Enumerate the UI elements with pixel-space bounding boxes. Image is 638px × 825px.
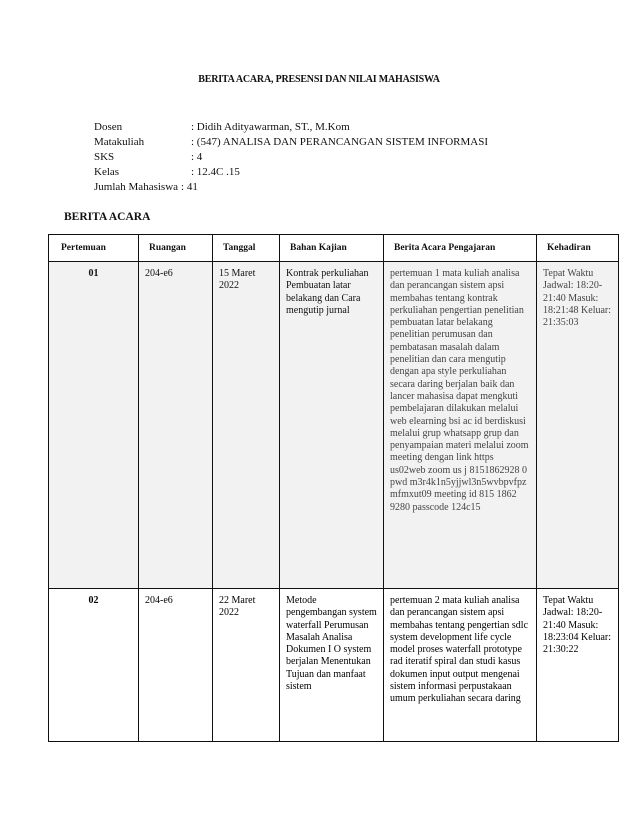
table-row [49, 262, 619, 589]
section-title: BERITA ACARA [64, 211, 151, 223]
column-header: Kehadiran [537, 235, 619, 262]
berita-acara-table [48, 234, 619, 742]
info-row-matakuliah [94, 135, 488, 150]
date-cell: 22 Maret 2022 [213, 589, 280, 742]
info-row-kelas [94, 165, 488, 180]
info-label: Matakuliah [94, 136, 145, 148]
room-cell: 204-e6 [139, 262, 213, 589]
table-header-row [49, 235, 619, 262]
topic-cell: Metode pengembangan system waterfall Perumusan Masalah Analisa Dokumen I O system berjalan Menentukan Tujuan dan manfaat sistem [280, 589, 384, 742]
attendance-cell: Tepat Waktu Jadwal: 18:20-21:40 Masuk: 18:23:04 Keluar: 21:30:22 [537, 589, 619, 742]
info-value: : 41 [181, 181, 198, 193]
report-cell: pertemuan 2 mata kuliah analisa dan perancangan sistem apsi membahas tentang pengertian sdlc system development life cycle model proses waterfall prototype rad iteratif spiral dan studi kasus dokumen input output mengenai sistem informasi perpustakaan umum perkuliahan secara daring [384, 589, 537, 742]
column-header: Berita Acara Pengajaran [384, 235, 537, 262]
info-label: Dosen [94, 121, 123, 133]
info-value: : 12.4C .15 [191, 166, 240, 178]
info-row-sks [94, 150, 488, 165]
info-label: Kelas [94, 166, 120, 178]
meeting-cell: 02 [49, 589, 139, 742]
column-header: Tanggal [213, 235, 280, 262]
meeting-cell: 01 [49, 262, 139, 589]
info-value: : 4 [191, 151, 203, 163]
info-row-jumlah-mahasiswa [94, 180, 488, 195]
info-value: : Didih Adityawarman, ST., M.Kom [191, 121, 350, 133]
column-header: Bahan Kajian [280, 235, 384, 262]
attendance-cell: Tepat Waktu Jadwal: 18:20-21:40 Masuk: 18:21:48 Keluar: 21:35:03 [537, 262, 619, 589]
topic-cell: Kontrak perkuliahan Pembuatan latar belakang dan Cara mengutip jurnal [280, 262, 384, 589]
info-label: SKS [94, 151, 115, 163]
room-cell: 204-e6 [139, 589, 213, 742]
document-title: BERITA ACARA, PRESENSI DAN NILAI MAHASISWA [198, 74, 440, 85]
table-row [49, 589, 619, 742]
column-header: Pertemuan [49, 235, 139, 262]
report-cell: pertemuan 1 mata kuliah analisa dan perancangan sistem apsi membahas tentang kontrak perkuliahan pengertian penelitian pembuatan latar belakang penelitian perumusan dan pembatasan masalah dalam penelitian dan cara mengutip dengan apa style perkuliahan secara daring berjalan baik dan lancer mahasisa dapat mengkuti pembelajaran dilakukan melalui web elearning bsi ac id berdiskusi melalui grup whatsapp grup dan penyampaian materi melalui zoom meeting dengan link https us02web zoom us j 8151862928 0 pwd m3r4k1n5yjjwl3n5wvbpvfpz mfmxut09 meeting id 815 1862 9280 passcode 124c15 [384, 262, 537, 589]
info-label: Jumlah Mahasiswa [94, 181, 179, 193]
info-row-dosen [94, 120, 488, 135]
info-value: : (547) ANALISA DAN PERANCANGAN SISTEM INFORMASI [191, 136, 489, 148]
date-cell: 15 Maret 2022 [213, 262, 280, 589]
column-header: Ruangan [139, 235, 213, 262]
course-info [94, 120, 488, 195]
